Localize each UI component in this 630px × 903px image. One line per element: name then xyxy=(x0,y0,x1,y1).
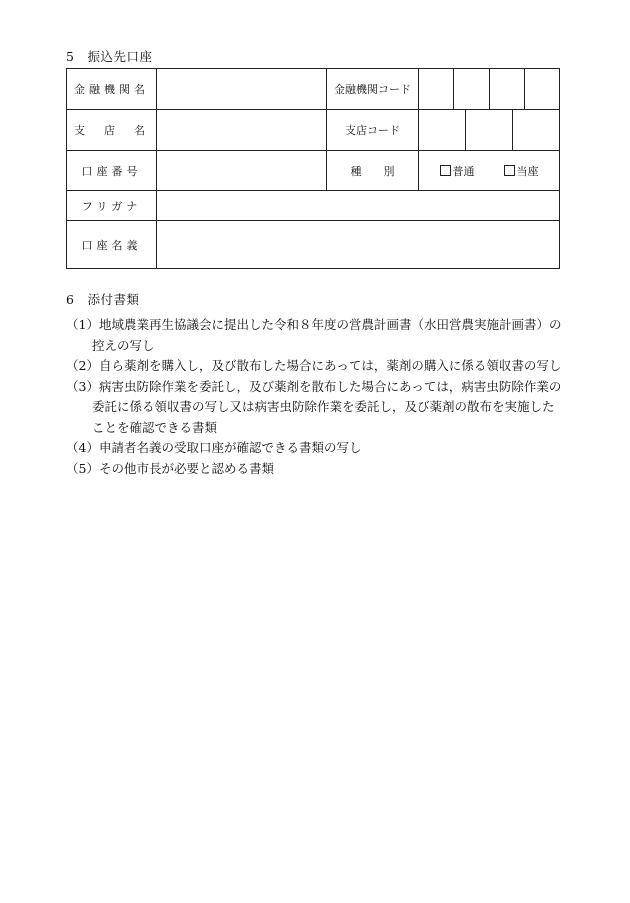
furigana-label: フリガナ xyxy=(67,191,157,221)
checkbox-icon xyxy=(440,165,451,176)
furigana-field[interactable] xyxy=(157,191,560,221)
section-5-title: 5 振込先口座 xyxy=(66,49,153,64)
list-item: （5）その他市長が必要と認める書類 xyxy=(66,460,274,476)
branch-code-label: 支店コード xyxy=(327,110,419,151)
account-name-label: 口座名義 xyxy=(67,221,157,269)
account-type-field xyxy=(419,151,560,191)
account-number-label: 口座番号 xyxy=(67,151,157,191)
checkbox-icon xyxy=(504,165,515,176)
branch-code-field[interactable] xyxy=(419,110,560,151)
list-item: （2）自ら薬剤を購入し，及び散布した場合にあっては，薬剤の購入に係る領収書の写し xyxy=(66,358,562,373)
list-item: （1）地域農業再生協議会に提出した令和８年度の営農計画書（水田営農実施計画書）の控えの写し xyxy=(66,317,562,353)
branch-name-field[interactable] xyxy=(157,110,327,151)
branch-name-label: 支 店 名 xyxy=(67,110,157,151)
account-name-field[interactable] xyxy=(157,221,560,269)
type-futsu-option[interactable]: 普通 xyxy=(440,163,475,179)
bank-name-label: 金融機関名 xyxy=(67,69,157,110)
list-item: （4）申請者名義の受取口座が確認できる書類の写し xyxy=(66,440,362,455)
bank-account-table xyxy=(66,68,560,269)
list-item: （3）病害虫防除作業を委託し，及び薬剤を散布した場合にあっては，病害虫防除作業の委託に係る領収書の写し又は病害虫防除作業を委託し，及び薬剤の散布を実施したことを確認できる書類 xyxy=(66,378,562,435)
bank-code-label: 金融機関コード xyxy=(327,69,419,110)
type-touza-option[interactable]: 当座 xyxy=(504,163,539,179)
account-type-label: 種 別 xyxy=(327,151,419,191)
attachment-list xyxy=(66,315,566,479)
account-number-field[interactable] xyxy=(157,151,327,191)
section-6-title: 6 添付書類 xyxy=(66,292,140,307)
bank-code-field[interactable] xyxy=(419,69,560,110)
bank-name-field[interactable] xyxy=(157,69,327,110)
